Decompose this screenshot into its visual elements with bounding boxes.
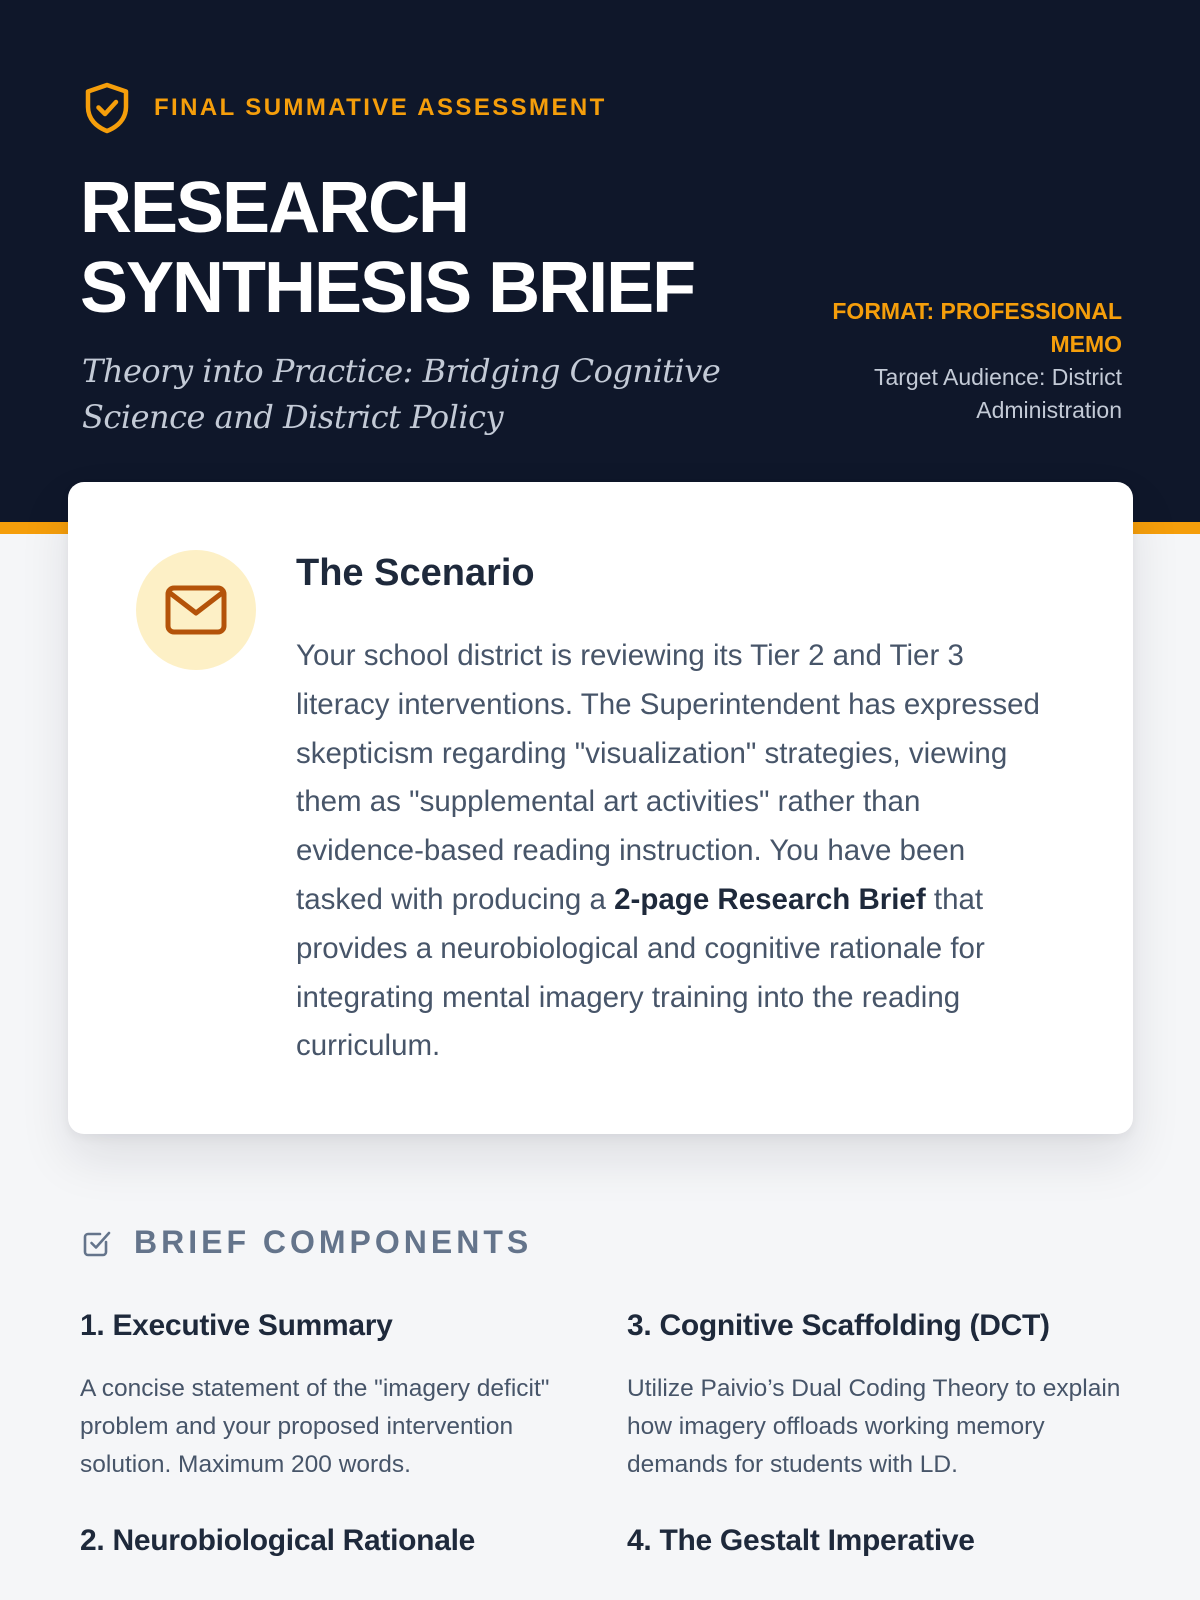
checkbox-icon [82, 1228, 112, 1258]
component-title: 1. Executive Summary [80, 1309, 393, 1342]
header-banner [0, 0, 1200, 522]
component-neurobiological-rationale [80, 1521, 580, 1561]
component-description: Utilize Paivio’s Dual Coding Theory to explain how imagery offloads working memory demands for students with LD. [627, 1375, 1121, 1478]
scenario-icon-badge [136, 550, 256, 670]
component-title: 2. Neurobiological Rationale [80, 1524, 476, 1557]
component-title: 3. Cognitive Scaffolding (DCT) [627, 1309, 1050, 1342]
memo-meta [822, 295, 1122, 427]
component-cognitive-scaffolding [627, 1306, 1127, 1484]
scenario-body-emphasis: 2-page Research Brief [614, 882, 926, 916]
assessment-label: FINAL SUMMATIVE ASSESSMENT [154, 94, 607, 121]
scenario-title: The Scenario [296, 552, 535, 594]
scenario-body-text-1: Your school district is reviewing its Tier 2 and Tier 3 literacy interventions. The Superintendent has expressed skepticism regarding "visualization" strategies, viewing them as "supplemental art activities" rather than evidence-based reading instruction. You have been tasked with producing a [296, 639, 1040, 916]
eyebrow [84, 82, 607, 134]
scenario-body-text-2: that provides a neurobiological and cognitive rationale for integrating mental imagery training into the reading curriculum. [296, 882, 985, 1063]
page-title-line-2: SYNTHESIS BRIEF [80, 248, 695, 328]
envelope-icon [165, 585, 227, 635]
shield-check-icon [84, 82, 130, 134]
page-title-line-1: RESEARCH [80, 168, 469, 248]
component-gestalt-imperative [627, 1521, 1127, 1561]
scenario-card [68, 482, 1133, 1134]
scenario-body [296, 632, 1056, 1071]
component-title: 4. The Gestalt Imperative [627, 1524, 975, 1557]
format-label: FORMAT: PROFESSIONAL MEMO [832, 298, 1122, 357]
components-heading [82, 1224, 532, 1261]
component-executive-summary [80, 1306, 580, 1484]
component-description: A concise statement of the "imagery deficit" problem and your proposed intervention solution. Maximum 200 words. [80, 1375, 550, 1478]
page-subtitle: Theory into Practice: Bridging Cognitive Science and District Policy [82, 352, 721, 436]
page-title [80, 168, 840, 328]
components-title: BRIEF COMPONENTS [134, 1224, 533, 1260]
audience-label: Target Audience: District Administration [873, 364, 1122, 423]
